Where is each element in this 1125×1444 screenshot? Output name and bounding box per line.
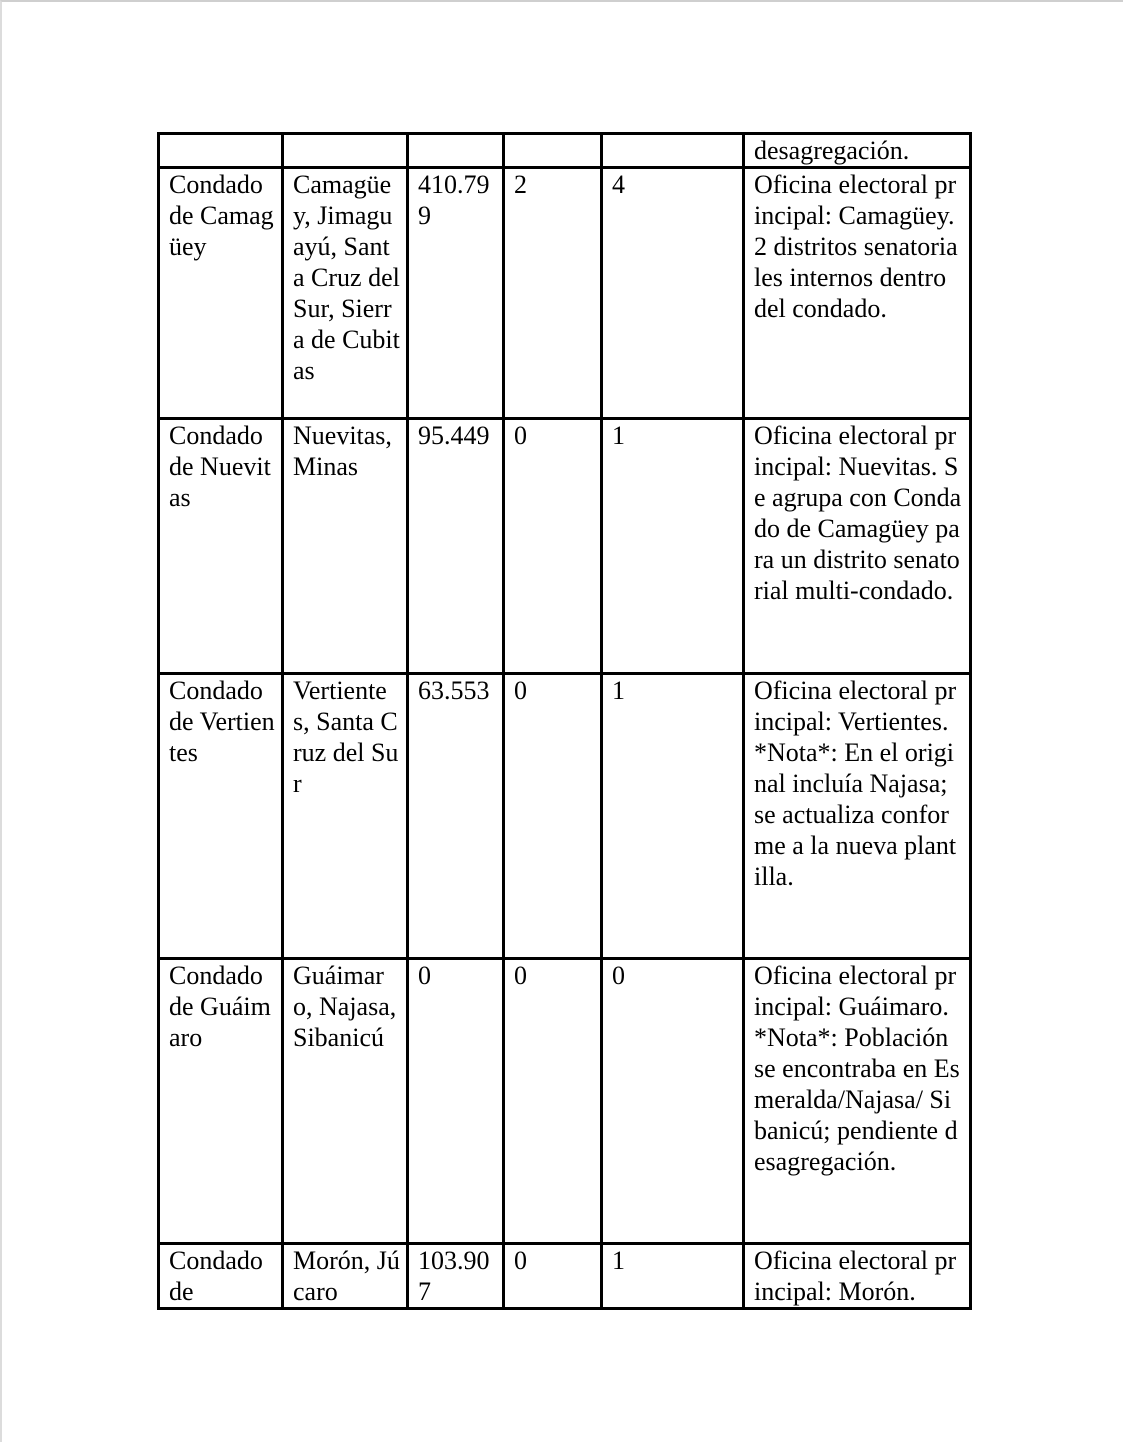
representatives-cell: 1 [602, 674, 744, 959]
county-cell: Condado de [159, 1244, 283, 1309]
population-cell: 103.907 [408, 1244, 504, 1309]
municipalities-cell: Vertientes, Santa Cruz del Sur [283, 674, 408, 959]
representatives-cell: 1 [602, 419, 744, 674]
senators-cell: 0 [504, 959, 602, 1244]
notes-cell: Oficina electoral principal: Vertientes. *Nota*: En el original incluía Najasa; se actualiza conforme a la nueva plantilla. [744, 674, 971, 959]
population-cell: 95.449 [408, 419, 504, 674]
population-cell: 410.799 [408, 168, 504, 419]
table-row [159, 674, 971, 959]
county-table [157, 132, 972, 1310]
municipalities-cell: Camagüey, Jimaguayú, Santa Cruz del Sur, Sierra de Cubitas [283, 168, 408, 419]
municipalities-cell: Nuevitas, Minas [283, 419, 408, 674]
representatives-cell: 0 [602, 959, 744, 1244]
population-cell: 63.553 [408, 674, 504, 959]
senators-cell: 2 [504, 168, 602, 419]
table-row [159, 959, 971, 1244]
population-cell: 0 [408, 959, 504, 1244]
representatives-cell [602, 134, 744, 168]
table-row [159, 134, 971, 168]
notes-cell: Oficina electoral principal: Camagüey. 2 distritos senatoriales internos dentro del condado. [744, 168, 971, 419]
notes-cell: Oficina electoral principal: Morón. [744, 1244, 971, 1309]
table-row [159, 419, 971, 674]
population-cell [408, 134, 504, 168]
table-row [159, 168, 971, 419]
senators-cell: 0 [504, 1244, 602, 1309]
county-cell: Condado de Nuevitas [159, 419, 283, 674]
notes-cell: Oficina electoral principal: Guáimaro. *Nota*: Población se encontraba en Esmeralda/Najasa/ Sibanicú; pendiente desagregación. [744, 959, 971, 1244]
notes-cell: desagregación. [744, 134, 971, 168]
municipalities-cell: Morón, Júcaro [283, 1244, 408, 1309]
senators-cell: 0 [504, 674, 602, 959]
municipalities-cell [283, 134, 408, 168]
representatives-cell: 4 [602, 168, 744, 419]
senators-cell [504, 134, 602, 168]
notes-cell: Oficina electoral principal: Nuevitas. Se agrupa con Condado de Camagüey para un distrito senatorial multi-condado. [744, 419, 971, 674]
county-cell: Condado de Camagüey [159, 168, 283, 419]
county-cell: Condado de Vertientes [159, 674, 283, 959]
representatives-cell: 1 [602, 1244, 744, 1309]
senators-cell: 0 [504, 419, 602, 674]
county-cell: Condado de Guáimaro [159, 959, 283, 1244]
municipalities-cell: Guáimaro, Najasa, Sibanicú [283, 959, 408, 1244]
table-row [159, 1244, 971, 1309]
county-cell [159, 134, 283, 168]
